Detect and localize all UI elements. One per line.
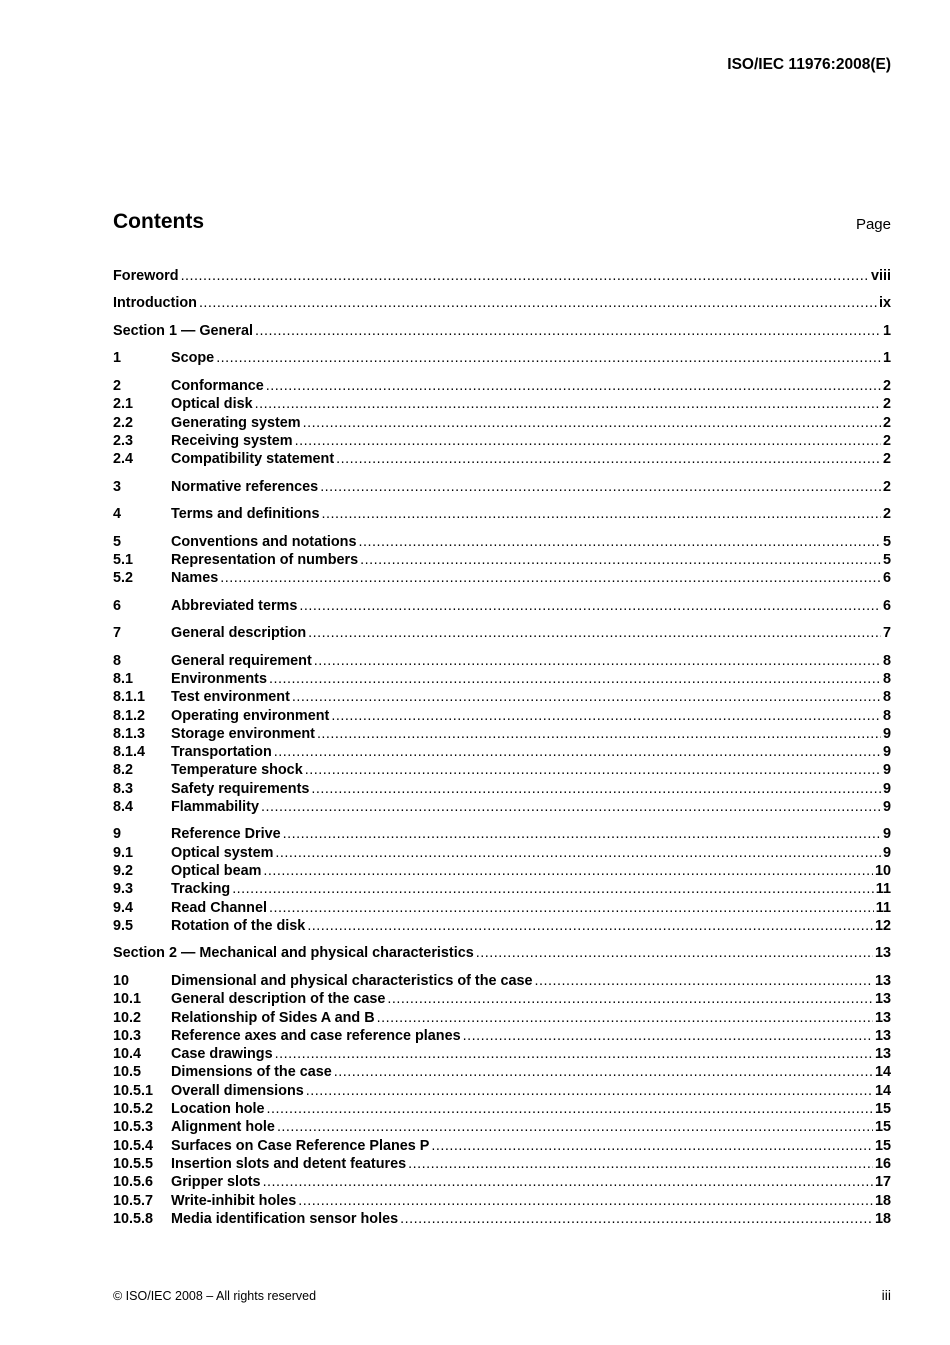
toc-entry-page: 13	[874, 945, 891, 962]
toc-entry-number: 10.5.3	[113, 1119, 154, 1136]
toc-entry-page: 9	[882, 725, 891, 742]
toc-entry-title: Names	[171, 570, 219, 587]
toc-entry[interactable]	[113, 433, 891, 451]
contents-title: Contents	[113, 210, 204, 233]
toc-entry-number: 10.5.2	[113, 1101, 154, 1118]
toc-entry-page: 13	[874, 1027, 891, 1044]
toc-entry[interactable]	[113, 1119, 891, 1137]
toc-entry-number: 5.1	[113, 551, 134, 568]
toc-entry[interactable]	[113, 1193, 891, 1211]
toc-entry-page: 2	[882, 478, 891, 495]
toc-entry-number: 8.1	[113, 670, 134, 687]
toc-entry-title: Reference axes and case reference planes	[171, 1027, 461, 1044]
toc-entry-number: 10.4	[113, 1046, 142, 1063]
document-id: ISO/IEC 11976:2008(E)	[727, 56, 891, 73]
toc-entry-page: 9	[882, 799, 891, 815]
toc-entry-page: 5	[882, 551, 891, 568]
dot-leader	[334, 1064, 873, 1080]
toc-entry-title: Foreword	[113, 268, 179, 284]
toc-entry[interactable]	[113, 1156, 891, 1174]
toc-entry[interactable]	[113, 1010, 891, 1028]
toc-entry-title: Dimensions of the case	[171, 1064, 332, 1081]
toc-entry-title: Tracking	[171, 881, 231, 898]
dot-leader	[263, 863, 873, 879]
toc-entry[interactable]	[113, 268, 891, 286]
toc-entry-title: General description	[171, 625, 307, 642]
toc-entry-number: 2.1	[113, 396, 134, 413]
toc-group	[113, 973, 891, 1229]
page-column-label: Page	[855, 216, 891, 233]
dot-leader	[263, 1174, 873, 1190]
toc-entry-page: 2	[882, 396, 891, 413]
toc-entry-page: 15	[874, 1101, 891, 1118]
toc-entry[interactable]	[113, 350, 891, 368]
toc-entry[interactable]	[113, 863, 891, 881]
toc-entry[interactable]	[113, 991, 891, 1009]
toc-entry[interactable]	[113, 653, 891, 671]
toc-entry-title: Overall dimensions	[171, 1082, 304, 1099]
dot-leader	[283, 826, 881, 842]
dot-leader	[292, 689, 881, 705]
toc-entry-page: 9	[882, 780, 891, 797]
toc-entry-page: 11	[875, 899, 891, 916]
toc-entry-title: Section 2 — Mechanical and physical characteristics	[113, 945, 474, 962]
toc-entry-number: 9	[113, 826, 122, 843]
dot-leader	[317, 726, 881, 742]
dot-leader	[408, 1156, 873, 1172]
toc-entry-title: Storage environment	[171, 725, 315, 742]
toc-entry-title: Generating system	[171, 414, 301, 431]
dot-leader	[320, 479, 881, 495]
toc-entry-page: 8	[882, 707, 891, 724]
dot-leader	[476, 945, 873, 961]
dot-leader	[535, 973, 873, 989]
toc-entry-number: 8.1.4	[113, 744, 146, 761]
toc-entry-number: 2	[113, 377, 122, 394]
toc-entry-number: 8.1.1	[113, 689, 146, 706]
dot-leader	[181, 268, 869, 284]
toc-entry-number: 3	[113, 478, 122, 495]
toc-entry-number: 10.5	[113, 1064, 142, 1081]
dot-leader	[295, 433, 881, 449]
dot-leader	[299, 598, 881, 614]
toc-entry[interactable]	[113, 1046, 891, 1064]
toc-entry-page: 1	[882, 322, 891, 339]
toc-entry-page: 9	[882, 744, 891, 761]
toc-entry-page: 9	[882, 826, 891, 843]
toc-entry-title: General description of the case	[171, 991, 386, 1008]
dot-leader	[269, 900, 874, 916]
toc-entry-page: 15	[874, 1137, 891, 1154]
toc-entry-number: 10.3	[113, 1027, 142, 1044]
toc-entry-title: General requirement	[171, 652, 312, 669]
dot-leader	[311, 781, 881, 797]
toc-entry-title: Reference Drive	[171, 826, 281, 843]
toc-entry-number: 7	[113, 625, 122, 642]
toc-entry-page: 7	[882, 625, 891, 642]
toc-entry[interactable]	[113, 726, 891, 744]
toc-entry[interactable]	[113, 451, 891, 469]
toc-entry-title: Media identification sensor holes	[171, 1210, 399, 1227]
toc-entry-page: 18	[874, 1192, 891, 1209]
toc-entry[interactable]	[113, 881, 891, 899]
dot-leader	[336, 451, 881, 467]
toc-entry-title: Rotation of the disk	[171, 917, 306, 934]
toc-group	[113, 945, 891, 963]
dot-leader	[267, 1101, 873, 1117]
toc-entry-page: 8	[882, 670, 891, 687]
toc-entry-number: 5	[113, 533, 122, 550]
toc-group	[113, 653, 891, 818]
toc-entry-number: 10	[113, 972, 130, 989]
dot-leader	[232, 881, 874, 897]
dot-leader	[269, 671, 881, 687]
toc-entry-number: 2.4	[113, 451, 134, 468]
toc-entry-page: 6	[882, 597, 891, 614]
toc-entry-page: 5	[882, 533, 891, 550]
toc-entry-number: 2.2	[113, 414, 134, 431]
toc-entry-title: Normative references	[171, 478, 319, 495]
dot-leader	[275, 1046, 873, 1062]
toc-entry-page: 9	[882, 762, 891, 779]
toc-entry-page: viii	[871, 268, 891, 284]
toc-entry[interactable]	[113, 415, 891, 433]
toc-entry-page: ix	[878, 295, 891, 312]
dot-leader	[266, 378, 881, 394]
toc-entry-page: 2	[882, 414, 891, 431]
toc-entry-number: 9.4	[113, 899, 134, 916]
toc-entry[interactable]	[113, 295, 891, 313]
toc-entry[interactable]	[113, 671, 891, 689]
toc-entry-page: 18	[874, 1210, 891, 1227]
dot-leader	[306, 1083, 873, 1099]
toc-group	[113, 295, 891, 313]
toc-entry[interactable]	[113, 323, 891, 341]
toc-entry[interactable]	[113, 918, 891, 936]
toc-entry-number: 9.3	[113, 881, 134, 898]
toc-entry-page: 12	[874, 917, 891, 934]
toc-group	[113, 323, 891, 341]
toc-entry[interactable]	[113, 552, 891, 570]
dot-leader	[314, 653, 881, 669]
toc-entry-number: 8.3	[113, 780, 134, 797]
toc-entry-title: Case drawings	[171, 1046, 273, 1063]
toc-entry-number: 10.5.1	[113, 1082, 154, 1099]
toc-entry-title: Optical system	[171, 844, 274, 861]
toc-entry[interactable]	[113, 534, 891, 552]
toc-entry-page: 13	[874, 1009, 891, 1026]
toc-entry-title: Alignment hole	[171, 1119, 275, 1136]
dot-leader	[431, 1138, 873, 1154]
toc-entry-page: 9	[882, 844, 891, 861]
toc-group	[113, 479, 891, 497]
toc-entry-number: 8.2	[113, 762, 134, 779]
toc-entry-title: Terms and definitions	[171, 506, 320, 523]
toc-entry[interactable]	[113, 1138, 891, 1156]
toc-entry-number: 8.1.2	[113, 707, 146, 724]
toc-group	[113, 268, 891, 286]
page-number: iii	[881, 1287, 891, 1303]
toc-entry-page: 14	[874, 1064, 891, 1081]
toc-entry-page: 13	[874, 972, 891, 989]
toc-entry[interactable]	[113, 781, 891, 799]
toc-entry-number: 10.5.6	[113, 1174, 154, 1191]
toc-entry-title: Optical beam	[171, 863, 262, 880]
toc-entry[interactable]	[113, 1064, 891, 1082]
toc-entry-number: 10.5.8	[113, 1210, 154, 1227]
dot-leader	[360, 552, 881, 568]
toc-entry-page: 17	[874, 1174, 891, 1191]
toc-entry-page: 15	[874, 1119, 891, 1136]
dot-leader	[307, 918, 873, 934]
toc-group	[113, 506, 891, 524]
dot-leader	[308, 625, 881, 641]
toc-entry[interactable]	[113, 506, 891, 524]
toc-entry-title: Section 1 — General	[113, 322, 253, 339]
toc-entry[interactable]	[113, 900, 891, 918]
toc-entry-title: Insertion slots and detent features	[171, 1155, 407, 1172]
toc-group	[113, 350, 891, 368]
dot-leader	[400, 1211, 873, 1227]
dot-leader	[331, 708, 881, 724]
toc-entry-number: 8.1.3	[113, 725, 146, 742]
toc-entry-title: Representation of numbers	[171, 551, 359, 568]
dot-leader	[303, 415, 881, 431]
toc-entry-number: 10.5.7	[113, 1192, 154, 1209]
toc-entry[interactable]	[113, 945, 891, 963]
toc-entry-title: Read Channel	[171, 899, 267, 916]
toc-entry-title: Introduction	[113, 295, 197, 312]
toc-entry-title: Safety requirements	[171, 780, 310, 797]
toc-entry-title: Conformance	[171, 377, 264, 394]
toc-entry-title: Operating environment	[171, 707, 330, 724]
toc-entry-title: Surfaces on Case Reference Planes P	[171, 1137, 430, 1154]
toc-entry[interactable]	[113, 378, 891, 396]
dot-leader	[261, 799, 881, 815]
copyright-notice: © ISO/IEC 2008 – All rights reserved	[113, 1289, 317, 1303]
toc-entry-page: 14	[874, 1082, 891, 1099]
dot-leader	[321, 506, 881, 522]
dot-leader	[377, 1010, 873, 1026]
toc-group	[113, 625, 891, 643]
toc-entry-title: Relationship of Sides A and B	[171, 1009, 375, 1026]
toc-entry-title: Location hole	[171, 1101, 265, 1118]
toc-entry[interactable]	[113, 973, 891, 991]
dot-leader	[305, 762, 881, 778]
toc-entry-number: 9.5	[113, 917, 134, 934]
toc-entry[interactable]	[113, 744, 891, 762]
toc-entry-title: Gripper slots	[171, 1174, 261, 1191]
toc-entry-number: 9.2	[113, 863, 134, 880]
dot-leader	[277, 1119, 873, 1135]
toc-entry-page: 11	[875, 881, 891, 898]
toc-entry-title: Conventions and notations	[171, 533, 357, 550]
toc-entry-page: 13	[874, 991, 891, 1008]
toc-entry[interactable]	[113, 826, 891, 844]
toc-entry-number: 10.2	[113, 1009, 142, 1026]
toc-entry[interactable]	[113, 479, 891, 497]
table-of-contents	[113, 268, 891, 1238]
toc-entry-number: 8.4	[113, 799, 134, 815]
toc-entry-number: 5.2	[113, 570, 134, 587]
dot-leader	[220, 570, 881, 586]
toc-entry-page: 2	[882, 377, 891, 394]
toc-group	[113, 826, 891, 936]
toc-entry-title: Test environment	[171, 689, 290, 706]
toc-entry-number: 10.1	[113, 991, 142, 1008]
dot-leader	[275, 845, 881, 861]
dot-leader	[298, 1193, 873, 1209]
toc-entry[interactable]	[113, 1028, 891, 1046]
toc-entry[interactable]	[113, 799, 891, 817]
toc-entry[interactable]	[113, 396, 891, 414]
toc-group	[113, 534, 891, 589]
toc-entry-number: 10.5.4	[113, 1137, 154, 1154]
toc-entry-page: 8	[882, 652, 891, 669]
dot-leader	[274, 744, 881, 760]
toc-entry[interactable]	[113, 598, 891, 616]
toc-entry-title: Write-inhibit holes	[171, 1192, 297, 1209]
toc-entry[interactable]	[113, 762, 891, 780]
dot-leader	[199, 295, 877, 311]
dot-leader	[463, 1028, 873, 1044]
toc-entry-page: 2	[882, 451, 891, 468]
toc-entry-page: 10	[874, 863, 891, 880]
toc-entry-page: 1	[882, 350, 891, 367]
toc-entry-title: Compatibility statement	[171, 451, 335, 468]
toc-entry-title: Dimensional and physical characteristics of the case	[171, 972, 533, 989]
dot-leader	[387, 991, 873, 1007]
toc-entry-number: 8	[113, 652, 122, 669]
toc-entry-page: 6	[882, 570, 891, 587]
toc-entry-page: 2	[882, 432, 891, 449]
toc-entry-title: Scope	[171, 350, 215, 367]
dot-leader	[255, 323, 881, 339]
toc-entry-page: 13	[874, 1046, 891, 1063]
toc-entry-number: 2.3	[113, 432, 134, 449]
dot-leader	[255, 396, 881, 412]
toc-entry-page: 8	[882, 689, 891, 706]
toc-entry-number: 1	[113, 350, 122, 367]
toc-entry[interactable]	[113, 1083, 891, 1101]
toc-entry[interactable]	[113, 689, 891, 707]
dot-leader	[216, 350, 881, 366]
toc-entry[interactable]	[113, 1211, 891, 1229]
toc-entry[interactable]	[113, 845, 891, 863]
toc-entry-number: 6	[113, 597, 122, 614]
toc-entry-title: Transportation	[171, 744, 272, 761]
toc-entry-number: 10.5.5	[113, 1155, 154, 1172]
toc-entry-title: Flammability	[171, 799, 259, 815]
dot-leader	[358, 534, 881, 550]
toc-entry[interactable]	[113, 1174, 891, 1192]
toc-entry-title: Temperature shock	[171, 762, 303, 779]
toc-entry[interactable]	[113, 708, 891, 726]
toc-entry-number: 4	[113, 506, 122, 523]
toc-entry-title: Receiving system	[171, 432, 293, 449]
toc-entry[interactable]	[113, 570, 891, 588]
toc-entry-title: Environments	[171, 670, 267, 687]
toc-group	[113, 598, 891, 616]
toc-group	[113, 378, 891, 469]
toc-entry-title: Abbreviated terms	[171, 597, 298, 614]
toc-entry[interactable]	[113, 625, 891, 643]
toc-entry-page: 2	[882, 506, 891, 523]
toc-entry-title: Optical disk	[171, 396, 253, 413]
toc-entry-number: 9.1	[113, 844, 134, 861]
toc-entry[interactable]	[113, 1101, 891, 1119]
toc-entry-page: 16	[874, 1155, 891, 1172]
